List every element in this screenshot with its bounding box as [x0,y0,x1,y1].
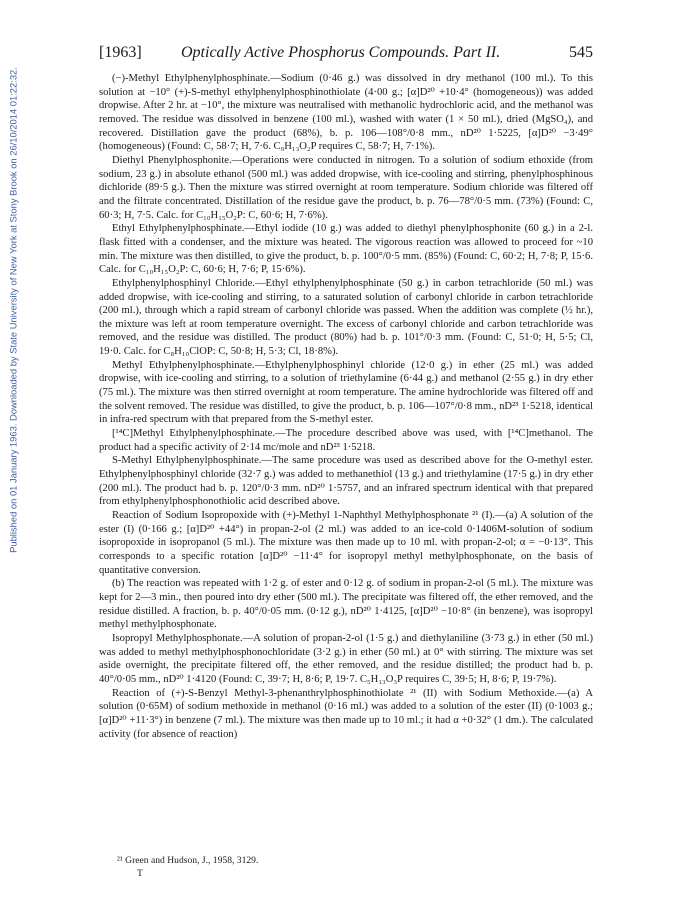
paragraph-isopropyl-methylphosphonate: Isopropyl Methylphosphonate.—A solution of propan-2-ol (1·5 g.) and diethylaniline (3·73 g.) in ether (50 ml.) was added to methyl methylphosphonochloridate (3·2 g.) in ether (50 ml.) at 0° with stirring. The mixture was set aside overnight, the precipitate filtered off, the ether removed, and the residue distilled; the product had b. p. 40°/0·05 mm., nD²⁰ 1·4120 (Found: C, 39·7; H, 8·6; P, 19·7. C₅H₁₃O₃P requires C, 39·5; H, 8·6; P, 19·7%). [99,632,593,685]
paragraph-benzyl-ester-reaction: Reaction of (+)-S-Benzyl Methyl-3-phenanthrylphosphinothiolate ²¹ (II) with Sodium Methoxide.—(a) A solution (0·65M) of sodium methoxide in methanol (0·16 ml.) was added to a solution of the ester (II) (0·1003 g.; [α]D²⁰ +11·3°) in benzene (7 ml.). The mixture was then made up to 10 ml.; it had α +0·32° (1 dm.). The calculated activity (for absence of reaction) [99,687,593,740]
paragraph-methyl-ethylphenylphosphinate: Methyl Ethylphenylphosphinate.—Ethylphenylphosphinyl chloride (12·0 g.) in ether (25 ml.) was added dropwise, with ice-cooling and stirring, to a solution of triethylamine (6·44 g.) and methanol (2·55 g.) in dry ether (75 ml.). The mixture was then stirred overnight at room temperature. The amine hydrochloride was filtered off and the solvent removed. The residue was distilled, to give the product, b. p. 106—107°/0·8 mm., nD²³ 1·5218, identical in infra-red spectrum with that prepared from the S-methyl ester. [99,359,593,426]
article-body [99,72,593,741]
paragraph-sodium-isopropoxide-reaction: Reaction of Sodium Isopropoxide with (+)-Methyl 1-Naphthyl Methylphosphonate ²¹ (I).—(a) A solution of the ester (I) (0·166 g.; [α]D²⁰ +44°) in propan-2-ol (2 ml.) was added to an ice-cold 0·1406M-solution of sodium isopropoxide in isopropanol (5 ml.). The mixture was then made up to 10 ml. with propan-2-ol; α = −0·13°. This corresponds to a specific rotation [α]D²⁰ −11·4° for isopropyl methyl methylphosphonate, on the basis of quantitative conversion. [99,510,593,576]
paragraph-diethyl-phenylphosphonite: Diethyl Phenylphosphonite.—Operations were conducted in nitrogen. To a solution of sodium ethoxide (from sodium, 23 g.) in absolute ethanol (500 ml.) was added dropwise, with ice-cooling and stirring, phenylphosphinous dichloride (89·5 g.). Then the mixture was stirred overnight at room temperature. Sodium chloride was filtered off and the filtrate concentrated. Distillation of the residue gave the product, b. p. 76—78°/0·5 mm. (73%) (Found: C, 60·3; H, 7·5. Calc. for C₁₀H₁₅O₂P: C, 60·6; H, 7·6%). [99,154,593,221]
signature-mark: T [137,868,143,879]
download-watermark-text: Published on 01 January 1963. Downloaded by State University of New York at Stony Brook on 26/10/2014 01:22:32. [7,67,19,553]
paragraph-ethylphenylphosphinyl-chloride: Ethylphenylphosphinyl Chloride.—Ethyl ethylphenylphosphinate (50 g.) in carbon tetrachloride (50 ml.) was added dropwise, with ice-cooling and stirring, to a saturated solution of carbonyl chloride in carbon tetrachloride (200 ml.), through which a rapid stream of carbonyl chloride was passed. When the addition was complete (½ hr.), the mixture was left at room temperature overnight. The excess of carbonyl chloride and carbon tetrachloride was removed, and the residue was distilled. The product (80%) had b. p. 101°/0·3 mm. (Found: C, 51·0; H, 5·5; Cl, 19·0. Calc. for C₈H₁₀ClOP: C, 50·8; H, 5·3; Cl, 18·8%). [99,277,593,358]
paragraph-reaction-b: (b) The reaction was repeated with 1·2 g. of ester and 0·12 g. of sodium in propan-2-ol (5 ml.). The mixture was kept for 2—3 min., then poured into dry ether (500 ml.). The precipitate was filtered off, the ether removed, and the residue distilled. A fraction, b. p. 40°/0·05 mm. (0·12 g.), nD²⁰ 1·4125, [α]D²⁰ −10·8° (in benzene), was isopropyl methyl methylphosphonate. [99,578,593,631]
footnote: ²¹ Green and Hudson, J., 1958, 3129. [117,855,259,866]
page-number: 545 [569,44,593,61]
download-watermark [6,40,20,580]
running-header [99,44,593,64]
paragraph-c14-methyl-ester: [¹⁴C]Methyl Ethylphenylphosphinate.—The procedure described above was used, with [¹⁴C]methanol. The product had a specific activity of 2·14 mc/mole and nD²³ 1·5218. [99,428,593,453]
paragraph-ethyl-ethylphenylphosphinate: Ethyl Ethylphenylphosphinate.—Ethyl iodide (10 g.) was added to diethyl phenylphosphonite (60 g.) in a 2-l. flask fitted with a condenser, and the mixture was heated. The vigorous reaction was allowed to proceed for ~10 min. The mixture was then distilled, to give the product, b. p. 100°/0·5 mm. (85%) (Found: C, 60·2; H, 7·8; P, 15·6. Calc. for C₁₀H₁₅O₂P: C, 60·6; H, 7·6; P, 15·6%). [99,223,593,276]
paragraph-methyl-ethylphenylphosphinate-negative: (−)-Methyl Ethylphenylphosphinate.—Sodium (0·46 g.) was dissolved in dry methanol (100 ml.). To this solution at −10° (+)-S-methyl ethylphenylphosphinothiolate (4·00 g.; [α]D²⁰ +10·4° (homogeneous)) was added dropwise. After 2 hr. at −10°, the mixture was neutralised with methanolic hydrochloric acid, and the methanol was removed. The residue was dissolved in benzene (100 ml.), washed with water (1 × 50 ml.), dried (MgSO₄), and recovered. Distillation gave the product (68%), b. p. 106—108°/0·8 mm., nD²⁰ 1·5225, [α]D²⁰ −3·49° (homogeneous) (Found: C, 58·7; H, 7·6. C₉H₁₃O₂P requires C, 58·7; H, 7·1%). [99,73,593,153]
paragraph-s-methyl-ester: S-Methyl Ethylphenylphosphinate.—The same procedure was used as described above for the O-methyl ester. Ethylphenylphosphinyl chloride (32·7 g.) was added to methanethiol (13 g.) and triethylamine (17·5 g.) in dry ether (200 ml.). The product had b. p. 120°/0·3 mm. nD²⁰ 1·5757, and an infrared spectrum identical with that prepared from ethylphenylphosphonothiolic acid described above. [99,455,593,508]
header-year: [1963] [99,44,142,61]
header-title: Optically Active Phosphorus Compounds. Part II. [181,44,501,61]
